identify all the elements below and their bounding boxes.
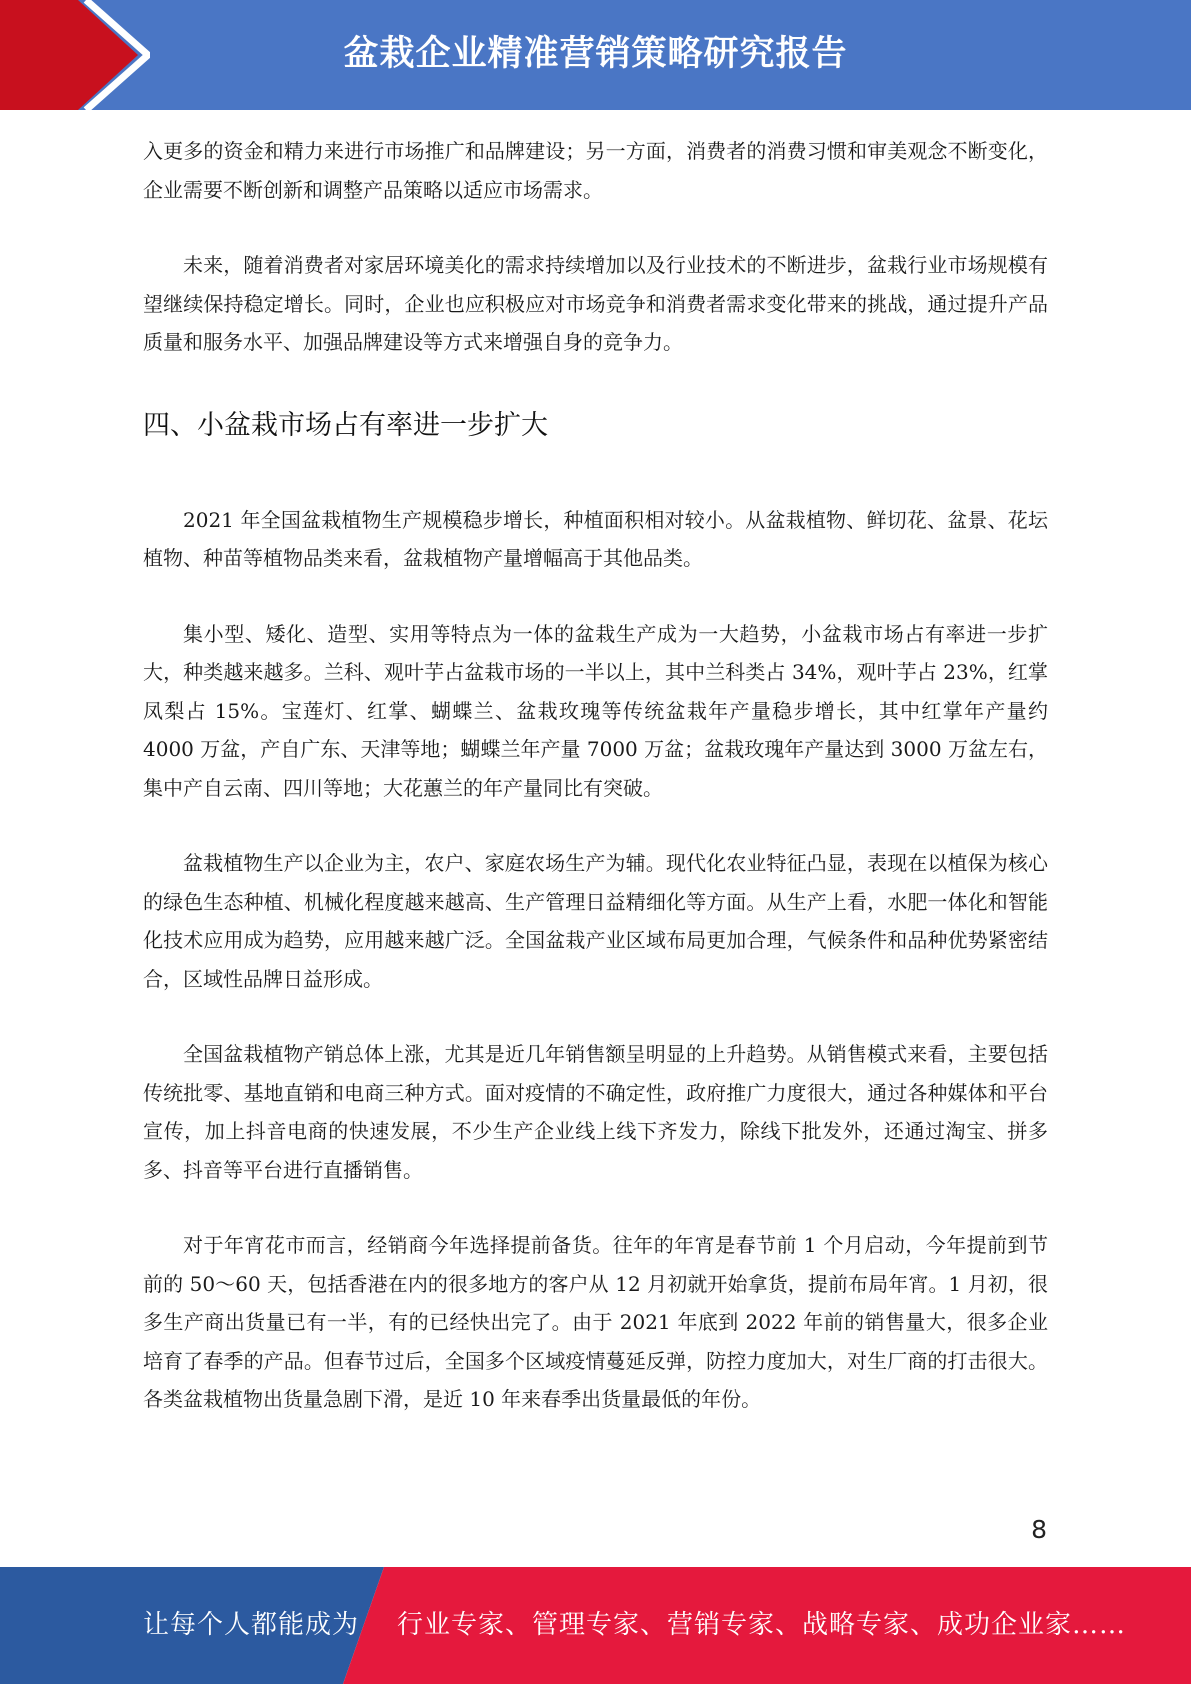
paragraph-sales-channels: 全国盆栽植物产销总体上涨，尤其是近几年销售额呈明显的上升趋势。从销售模式来看，主要包括传统批零、基地直销和电商三种方式。面对疫情的不确定性，政府推广力度很大，通过各种媒体和平台宣传，加上抖音电商的快速发展，不少生产企业线上线下齐发力，除线下批发外，还通过淘宝、拼多多、抖音等平台进行直播销售。: [143, 1042, 1048, 1182]
page-number: 8: [1031, 1515, 1047, 1544]
paragraph-new-year-market: 对于年宵花市而言，经销商今年选择提前备货。往年的年宵是春节前 1 个月启动，今年提前到节前的 50～60 天，包括香港在内的很多地方的客户从 12 月初就开始拿货，提前布局年宵。1 月初，很多生产商出货量已有一半，有的已经快出完了。由于 2021 年底到 2022 年前的销售量大，很多企业培育了春季的产品。但春节过后，全国多个区域疫情蔓延反弹，防控力度加大，对生厂商的打击很大。各类盆栽植物出货量急剧下滑，是近 10 年来春季出货量最低的年份。: [143, 1233, 1048, 1411]
footer-slogan-right: 行业专家、管理专家、营销专家、战略专家、成功企业家……: [397, 1610, 1127, 1640]
paragraph-continuation: 入更多的资金和精力来进行市场推广和品牌建设；另一方面，消费者的消费习惯和审美观念不断变化，企业需要不断创新和调整产品策略以适应市场需求。: [143, 139, 1048, 202]
chevron-red-shape: [0, 0, 138, 110]
paragraph-small-pot-trend: 集小型、矮化、造型、实用等特点为一体的盆栽生产成为一大趋势，小盆栽市场占有率进一步扩大，种类越来越多。兰科、观叶芋占盆栽市场的一半以上，其中兰科类占 34%，观叶芋占 23%，红掌凤梨占 15%。宝莲灯、红掌、蝴蝶兰、盆栽玫瑰等传统盆栽年产量稳步增长，其中红掌年产量约 4000 万盆，产自广东、天津等地；蝴蝶兰年产量 7000 万盆；盆栽玫瑰年产量达到 3000 万盆左右，集中产自云南、四川等地；大花蕙兰的年产量同比有突破。: [143, 621, 1048, 800]
section-heading: 四、小盆栽市场占有率进一步扩大: [143, 409, 548, 441]
footer-slogan-left: 让每个人都能成为: [143, 1610, 360, 1640]
paragraph-production-model: 盆栽植物生产以企业为主，农户、家庭农场生产为辅。现代化农业特征凸显，表现在以植保为核心的绿色生态种植、机械化程度越来越高、生产管理日益精细化等方面。从生产上看，水肥一体化和智能化技术应用成为趋势，应用越来越广泛。全国盆栽产业区域布局更加合理，气候条件和品种优势紧密结合，区域性品牌日益形成。: [143, 851, 1048, 991]
page-header: [0, 0, 1191, 110]
report-title: 盆栽企业精准营销策略研究报告: [343, 34, 848, 74]
header-chevron-decoration: [0, 0, 150, 110]
page-footer: [0, 1567, 1191, 1684]
document-body: [143, 132, 1048, 1419]
paragraph-future-outlook: 未来，随着消费者对家居环境美化的需求持续增加以及行业技术的不断进步，盆栽行业市场规模有望继续保持稳定增长。同时，企业也应积极应对市场竞争和消费者需求变化带来的挑战，通过提升产品质量和服务水平、加强品牌建设等方式来增强自身的竞争力。: [143, 253, 1048, 354]
paragraph-2021-production: 2021 年全国盆栽植物生产规模稳步增长，种植面积相对较小。从盆栽植物、鲜切花、盆景、花坛植物、种苗等植物品类来看，盆栽植物产量增幅高于其他品类。: [143, 507, 1048, 570]
